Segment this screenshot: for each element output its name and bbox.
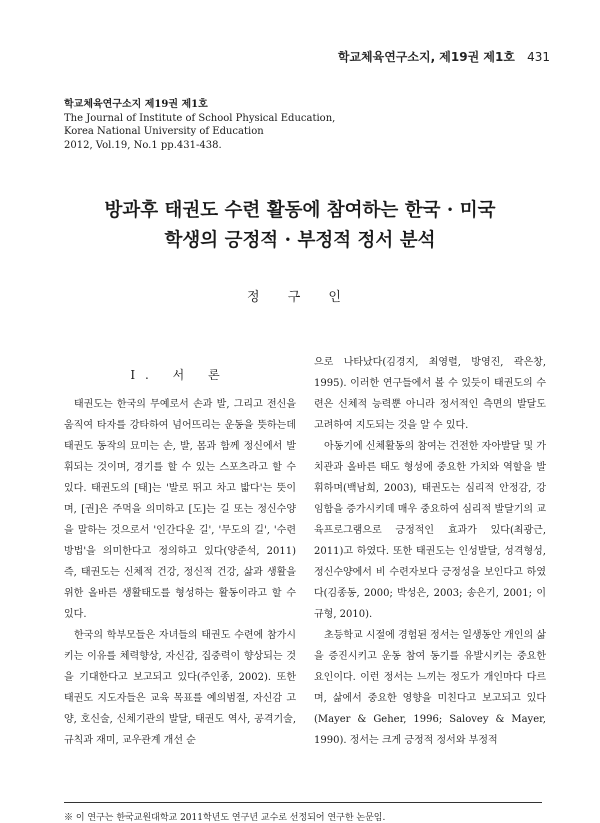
journal-korean-title: 학교체육연구소지 제19권 제1호 (64, 99, 208, 110)
left-paragraph-1: 태권도는 한국의 무예로서 손과 발, 그리고 전신을 움직여 타자를 강타하여 넘어뜨리는 운동을 뜻하는데 태권도 동작의 묘미는 손, 발, 몸과 함께 정신에서 발휘되는 것이며, 경기를 할 수 있는 스포츠라고 할 수 있다. 태권도의 [태]는 '발로 뛰고 차고 밟다'는 뜻이며, [권]은 주먹을 의미하고 [도]는 길 또는 정신수양을 말하는 것으로서 '인간다운 길', '무도의 길', '수련방법'을 의미한다고 정의하고 있다(양준석, 2011) 즉, 태권도는 신체적 건강, 정신적 건강, 삶과 생활을 위한 올바른 생활태도를 형성하는 활동이라고 할 수 있다. (64, 399, 296, 620)
footnote: ※ 이 연구는 한국교원대학교 2011학년도 연구년 교수로 선정되어 연구한 논문임. (64, 813, 386, 823)
right-paragraph-2: 아동기에 신체활동의 참여는 건전한 자아발달 및 가치관과 올바른 태도 형성에 중요한 가치와 역할을 발휘하며(백남희, 2003), 태권도는 심리적 안정감, 강임함을 증가시키데 매우 중요하여 심리적 발달기의 교육프로그램으로 긍정적인 효과가 있다(최광근, 2011)고 하였다. 또한 태권도는 인성발달, 성격형성, 정신수양에서 비 수련자보다 긍정성을 보인다고 하였다(김종동, 2000; 박성은, 2003; 송은기, 2001; 이규형, 2010). (314, 441, 546, 620)
right-column (314, 352, 546, 751)
author-name: 정 구 인 (247, 290, 353, 305)
title-line-2: 학생의 긍정적 · 부정적 정서 분석 (164, 230, 436, 251)
journal-info (64, 98, 335, 152)
paper-title (40, 196, 560, 256)
footnote-divider (64, 802, 542, 803)
section-heading: Ⅰ. 서 론 (130, 368, 230, 382)
journal-citation: 2012, Vol.19, No.1 pp.431-438. (64, 139, 222, 151)
right-paragraph-1: 으로 나타났다(김경지, 최영렬, 방영진, 곽은창, 1995). 이러한 연구들에서 볼 수 있듯이 태권도의 수련은 신체적 능력뿐 아니라 정서적인 측면의 발달도 고려하여 지도되는 것을 알 수 있다. (314, 357, 546, 431)
running-title: 학교체육연구소지, 제19권 제1호 (337, 50, 515, 64)
journal-english-title: The Journal of Institute of School Physical Education, (64, 112, 336, 124)
right-paragraph-3: 초등학교 시절에 경험된 정서는 일생동안 개인의 삶을 증진시키고 운동 참여 동기를 유발시키는 중요한 요인이다. 이런 정서는 느끼는 정도가 개인마다 다르며, 삶에서 중요한 영향을 미친다고 보고되고 있다(Mayer & Geher, 1996; Salovey & Mayer, 1990). 정서는 크게 긍정적 정서와 부정적 (314, 630, 546, 746)
title-line-1: 방과후 태권도 수련 활동에 참여하는 한국 · 미국 (104, 200, 496, 221)
running-header (338, 48, 550, 65)
page-number: 431 (527, 50, 550, 64)
left-column (64, 394, 296, 751)
left-paragraph-2: 한국의 학부모들은 자녀들의 태권도 수련에 참가시키는 이유를 체력향상, 자신감, 집중력이 향상되는 것을 기대한다고 보고되고 있다(주인종, 2002). 또한 태권도 지도자들은 교육 목표를 예의범절, 자신감 고양, 호신술, 신체기관의 발달, 태권도 역사, 공격기술, 규칙과 재미, 교우관계 개선 순 (64, 630, 296, 746)
journal-publisher: Korea National University of Education (64, 126, 264, 137)
